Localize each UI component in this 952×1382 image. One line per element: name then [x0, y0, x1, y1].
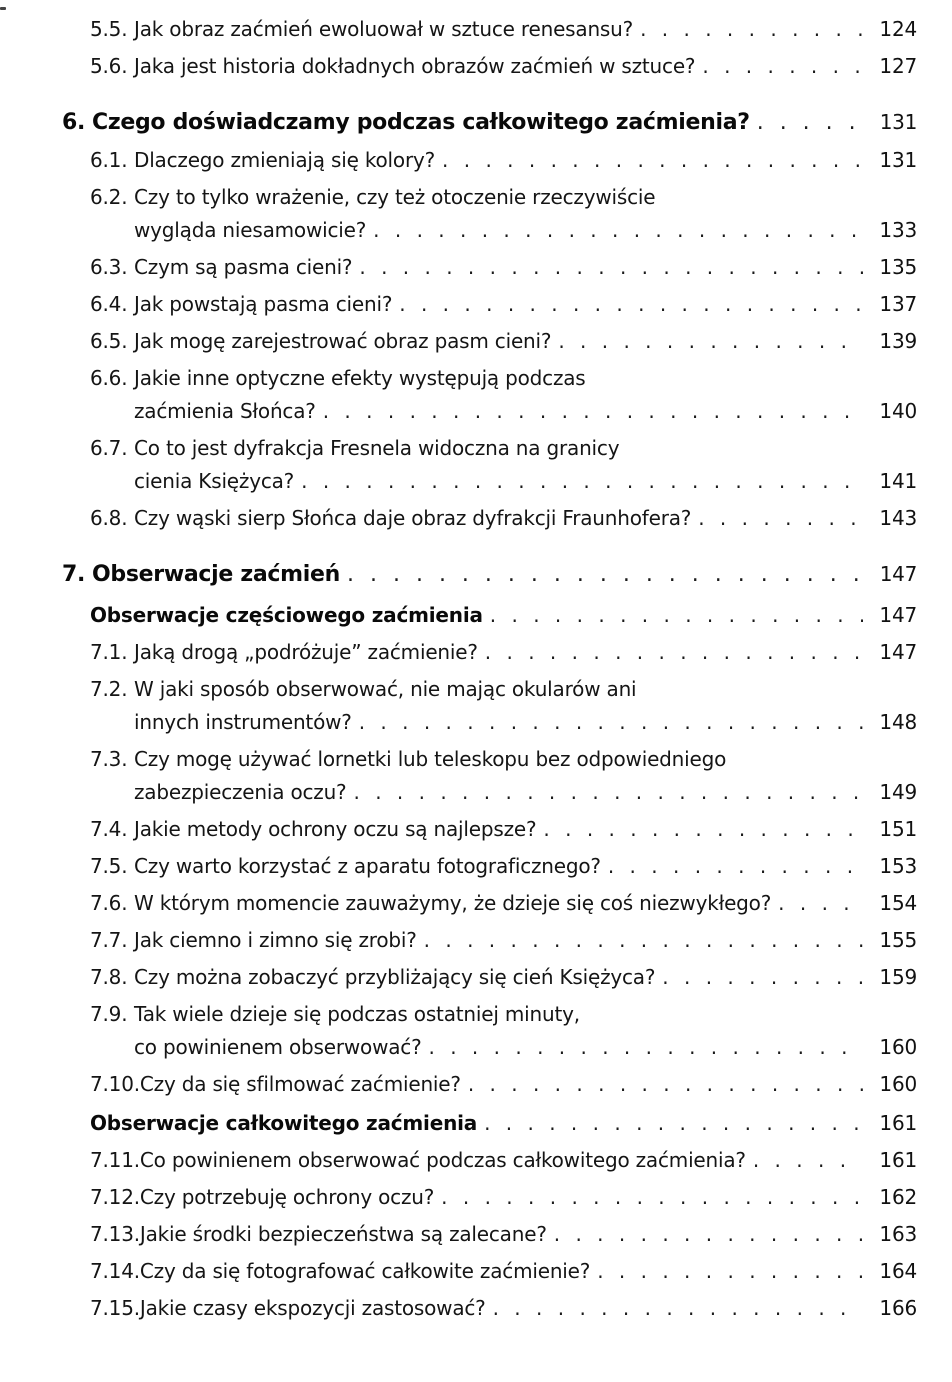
dot-leader — [698, 502, 863, 535]
page-number: 155 — [879, 928, 917, 952]
page-number: 141 — [879, 469, 917, 493]
item-title: Obserwacje zaćmień — [92, 562, 340, 587]
item-title: Jak mogę zarejestrować obraz pasm cieni? — [134, 329, 552, 353]
page-number: 153 — [879, 854, 917, 878]
toc-chapter-row — [62, 104, 917, 141]
dot-leader — [484, 1107, 863, 1140]
item-number: 7.9. — [90, 1002, 128, 1026]
toc-line — [62, 998, 917, 1031]
toc-line — [62, 673, 917, 706]
toc-entry-row — [62, 13, 917, 46]
page-number: 131 — [879, 110, 917, 134]
scan-artifact — [0, 7, 6, 10]
toc-entry-row — [62, 1181, 917, 1214]
page-number: 135 — [879, 255, 917, 279]
toc-entry-row — [62, 1144, 917, 1177]
item-title: Czy da się fotografować całkowite zaćmienie? — [139, 1259, 591, 1283]
toc-entry-row — [62, 362, 917, 428]
page-number: 164 — [879, 1259, 917, 1283]
item-number: 7.15. — [90, 1296, 140, 1320]
dot-leader — [323, 395, 863, 428]
dot-leader — [347, 557, 863, 593]
item-title: Jakie czasy ekspozycji zastosować? — [139, 1296, 486, 1320]
page-number: 159 — [879, 965, 917, 989]
dot-leader — [359, 706, 863, 739]
page-number: 166 — [879, 1296, 917, 1320]
toc-line — [62, 813, 917, 846]
toc-line — [62, 432, 917, 465]
item-number: 6.3. — [90, 255, 128, 279]
page-number: 133 — [879, 218, 917, 242]
toc-entry-row — [62, 251, 917, 284]
toc-entry-row — [62, 1255, 917, 1288]
item-title: Jaka jest historia dokładnych obrazów zaćmień w sztuce? — [134, 54, 696, 78]
item-number: 5.5. — [90, 17, 128, 41]
dot-leader — [543, 813, 863, 846]
dot-leader — [662, 961, 863, 994]
item-number: 6.2. — [90, 185, 128, 209]
item-number: 7.7. — [90, 928, 128, 952]
page-number: 161 — [879, 1111, 917, 1135]
toc-entry-row — [62, 850, 917, 883]
item-title: wygląda niesamowicie? — [134, 218, 367, 242]
item-title: Czy można zobaczyć przybliżający się cień Księżyca? — [134, 965, 656, 989]
item-title: Jakie środki bezpieczeństwa są zalecane? — [139, 1222, 547, 1246]
item-title: Tak wiele dzieje się podczas ostatniej minuty, — [134, 1002, 580, 1026]
dot-leader — [373, 214, 863, 247]
item-title: Obserwacje częściowego zaćmienia — [90, 603, 483, 627]
toc-line — [62, 850, 917, 883]
page-number: 139 — [879, 329, 917, 353]
toc-line — [62, 50, 917, 83]
toc-line — [62, 743, 917, 776]
toc-line — [62, 599, 917, 632]
item-title: Czy da się sfilmować zaćmienie? — [139, 1072, 461, 1096]
page-number: 147 — [879, 640, 917, 664]
item-title: Jaką drogą „podróżuje” zaćmienie? — [134, 640, 478, 664]
dot-leader — [554, 1218, 863, 1251]
page-number: 162 — [879, 1185, 917, 1209]
item-title: Jakie inne optyczne efekty występują podczas — [134, 366, 586, 390]
toc-line — [62, 924, 917, 957]
item-title: Jak obraz zaćmień ewoluował w sztuce renesansu? — [134, 17, 634, 41]
toc-line — [62, 395, 917, 428]
toc-section-row — [62, 1107, 917, 1140]
toc-entry-row — [62, 636, 917, 669]
toc-entry-row — [62, 1292, 917, 1325]
toc-line — [62, 1218, 917, 1251]
page-number: 137 — [879, 292, 917, 316]
toc-entry-row — [62, 1218, 917, 1251]
item-number: 6.7. — [90, 436, 128, 460]
item-title: Co powinienem obserwować podczas całkowitego zaćmienia? — [139, 1148, 746, 1172]
dot-leader — [608, 850, 863, 883]
toc-entry-row — [62, 325, 917, 358]
item-number: 7.8. — [90, 965, 128, 989]
toc-line — [62, 13, 917, 46]
toc-entry-row — [62, 924, 917, 957]
page-number: 147 — [879, 603, 917, 627]
item-title: Czy to tylko wrażenie, czy też otoczenie rzeczywiście — [134, 185, 656, 209]
page-number: 163 — [879, 1222, 917, 1246]
page-number: 160 — [879, 1035, 917, 1059]
toc-entry-row — [62, 288, 917, 321]
toc-list — [62, 13, 917, 1325]
toc-line — [62, 181, 917, 214]
toc-line — [62, 1292, 917, 1325]
toc-line — [62, 1068, 917, 1101]
item-title: Czego doświadczamy podczas całkowitego zaćmienia? — [92, 110, 750, 135]
toc-line — [62, 502, 917, 535]
item-number: 7.10. — [90, 1072, 140, 1096]
item-title: Jak powstają pasma cieni? — [134, 292, 393, 316]
dot-leader — [597, 1255, 863, 1288]
page-number: 140 — [879, 399, 917, 423]
toc-section-row — [62, 599, 917, 632]
toc-line — [62, 251, 917, 284]
toc-line — [62, 636, 917, 669]
item-title: Czy mogę używać lornetki lub teleskopu bez odpowiedniego — [134, 747, 727, 771]
item-number: 6.4. — [90, 292, 128, 316]
item-title: co powinienem obserwować? — [134, 1035, 422, 1059]
toc-line — [62, 776, 917, 809]
page-number: 127 — [879, 54, 917, 78]
item-number: 7.11. — [90, 1148, 140, 1172]
toc-line — [62, 104, 917, 141]
item-title: Co to jest dyfrakcja Fresnela widoczna na granicy — [134, 436, 620, 460]
toc-line — [62, 1181, 917, 1214]
toc-entry-row — [62, 743, 917, 809]
toc-line — [62, 214, 917, 247]
item-number: 6.8. — [90, 506, 128, 530]
toc-line — [62, 1144, 917, 1177]
item-number: 6.1. — [90, 148, 128, 172]
page-number: 154 — [879, 891, 917, 915]
toc-line — [62, 1031, 917, 1064]
toc-entry-row — [62, 673, 917, 739]
page-number: 160 — [879, 1072, 917, 1096]
item-title: Czy warto korzystać z aparatu fotograficznego? — [134, 854, 601, 878]
toc-entry-row — [62, 887, 917, 920]
item-title: Dlaczego zmieniają się kolory? — [134, 148, 436, 172]
toc-line — [62, 465, 917, 498]
dot-leader — [399, 288, 863, 321]
toc-line — [62, 961, 917, 994]
dot-leader — [757, 105, 863, 141]
toc-entry-row — [62, 1068, 917, 1101]
item-number: 6.5. — [90, 329, 128, 353]
toc-line — [62, 887, 917, 920]
dot-leader — [301, 465, 863, 498]
dot-leader — [441, 1181, 863, 1214]
item-title: cienia Księżyca? — [134, 469, 295, 493]
item-number: 7.5. — [90, 854, 128, 878]
toc-line — [62, 288, 917, 321]
dot-leader — [640, 13, 863, 46]
page-number: 131 — [879, 148, 917, 172]
toc-line — [62, 144, 917, 177]
dot-leader — [468, 1068, 863, 1101]
dot-leader — [778, 887, 863, 920]
item-number: 5.6. — [90, 54, 128, 78]
dot-leader — [753, 1144, 863, 1177]
dot-leader — [702, 50, 863, 83]
item-title: W jaki sposób obserwować, nie mając okularów ani — [134, 677, 637, 701]
dot-leader — [485, 636, 863, 669]
item-title: Jak ciemno i zimno się zrobi? — [134, 928, 417, 952]
dot-leader — [359, 251, 863, 284]
item-number: 7.1. — [90, 640, 128, 664]
toc-line — [62, 706, 917, 739]
dot-leader — [424, 924, 863, 957]
dot-leader — [493, 1292, 863, 1325]
item-title: zabezpieczenia oczu? — [134, 780, 347, 804]
item-number: 7.6. — [90, 891, 128, 915]
toc-entry-row — [62, 813, 917, 846]
toc-entry-row — [62, 961, 917, 994]
item-title: innych instrumentów? — [134, 710, 352, 734]
page-number: 143 — [879, 506, 917, 530]
item-number: 7.4. — [90, 817, 128, 841]
toc-chapter-row — [62, 556, 917, 593]
toc-line — [62, 325, 917, 358]
page-number: 124 — [879, 17, 917, 41]
toc-line — [62, 1255, 917, 1288]
item-title: Czy wąski sierp Słońca daje obraz dyfrakcji Fraunhofera? — [134, 506, 692, 530]
item-title: zaćmienia Słońca? — [134, 399, 316, 423]
dot-leader — [442, 144, 863, 177]
item-title: Obserwacje całkowitego zaćmienia — [90, 1111, 478, 1135]
toc-line — [62, 556, 917, 593]
item-number: 7. — [62, 562, 86, 587]
page-number: 147 — [879, 562, 917, 586]
item-number: 7.12. — [90, 1185, 140, 1209]
dot-leader — [558, 325, 863, 358]
toc-entry-row — [62, 144, 917, 177]
item-number: 7.14. — [90, 1259, 140, 1283]
item-title: Jakie metody ochrony oczu są najlepsze? — [134, 817, 537, 841]
page-number: 151 — [879, 817, 917, 841]
toc-entry-row — [62, 181, 917, 247]
toc-entry-row — [62, 502, 917, 535]
item-number: 6. — [62, 110, 86, 135]
item-number: 6.6. — [90, 366, 128, 390]
dot-leader — [429, 1031, 864, 1064]
page-number: 149 — [879, 780, 917, 804]
item-number: 7.2. — [90, 677, 128, 701]
toc-entry-row — [62, 50, 917, 83]
dot-leader — [490, 599, 863, 632]
item-title: Czy potrzebuję ochrony oczu? — [139, 1185, 435, 1209]
toc-line — [62, 362, 917, 395]
toc-entry-row — [62, 998, 917, 1064]
toc-entry-row — [62, 432, 917, 498]
item-title: Czym są pasma cieni? — [134, 255, 353, 279]
item-number: 7.13. — [90, 1222, 140, 1246]
dot-leader — [353, 776, 863, 809]
item-number: 7.3. — [90, 747, 128, 771]
page-number: 161 — [879, 1148, 917, 1172]
page-number: 148 — [879, 710, 917, 734]
item-title: W którym momencie zauważymy, że dzieje się coś niezwykłego? — [134, 891, 772, 915]
toc-line — [62, 1107, 917, 1140]
